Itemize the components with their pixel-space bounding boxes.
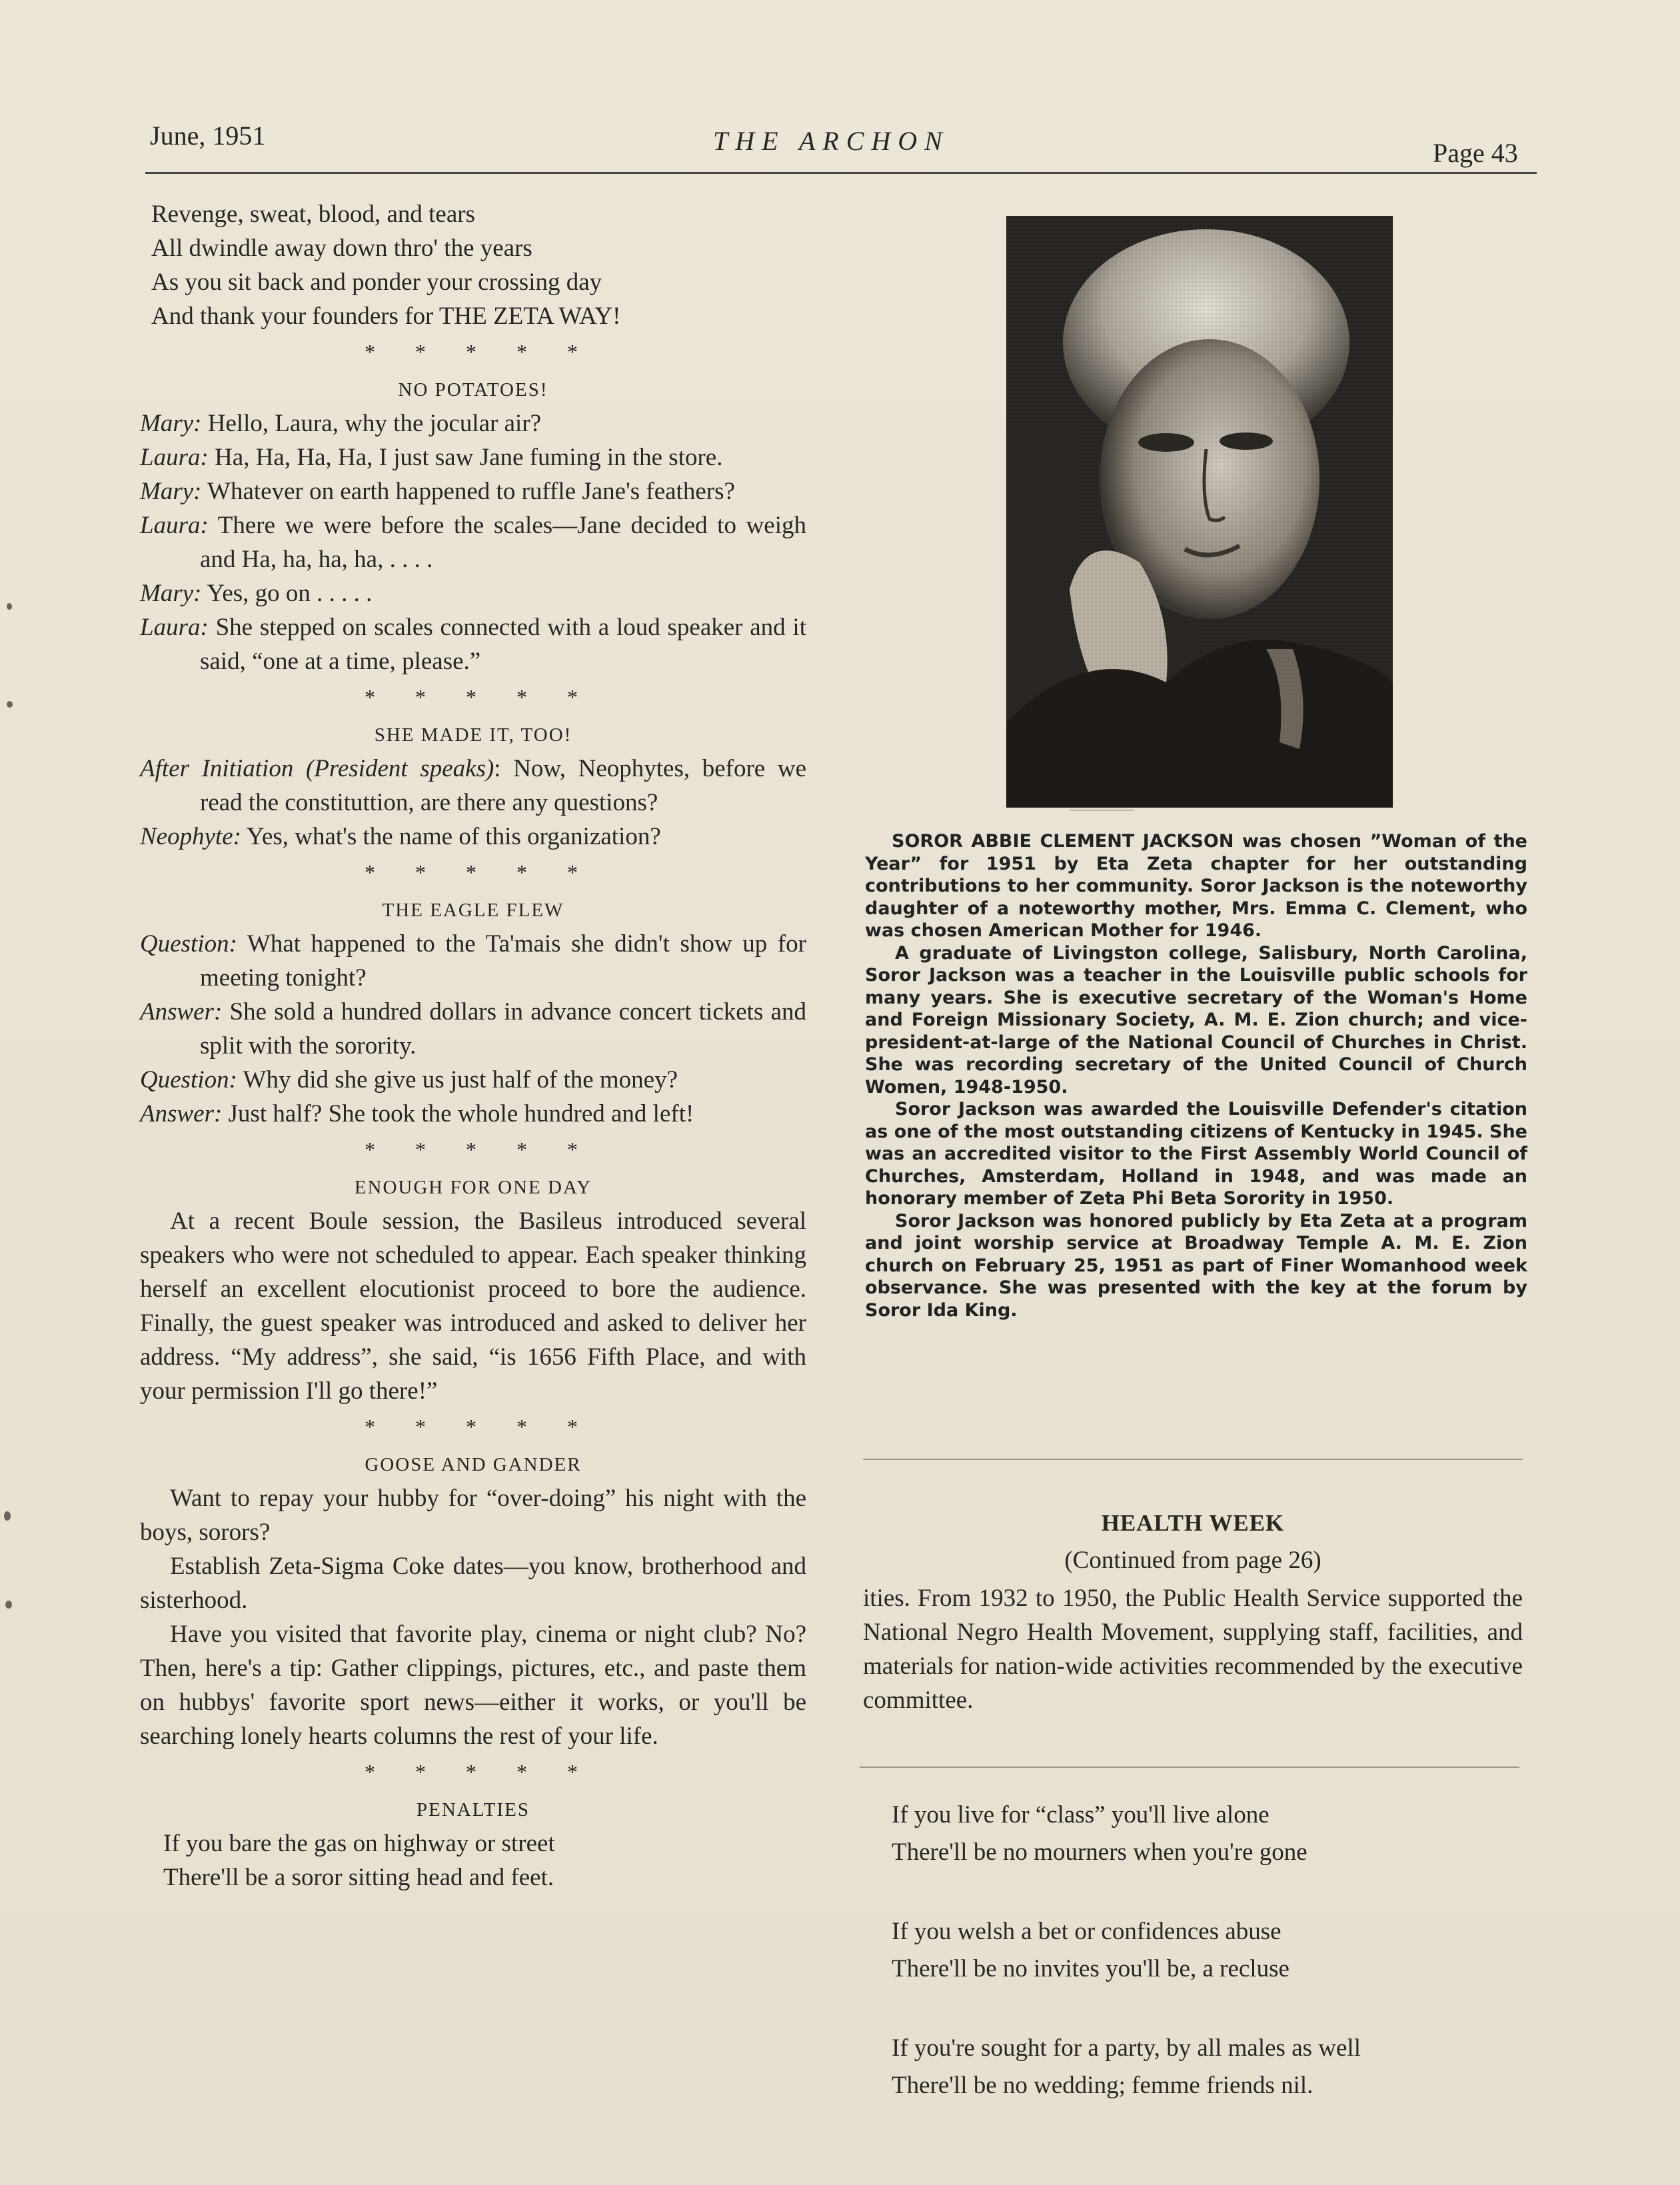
- dialog-line: Mary: Yes, go on . . . . .: [140, 580, 373, 607]
- caption-paragraph: A graduate of Livingston college, Salisbury, North Carolina, Soror Jackson was a teacher in the Louisville public schools for many years. She is executive secretary of the Woman's Home and Foreign Missionary Society, A. M. E. Zion church; and vice-president-at-large of the National Council of Churches in Christ. She was recording secretary of the United Council of Church Women, 1948-1950.: [865, 942, 1527, 1097]
- dialog-line: Answer: She sold a hundred dollars in advance concert tickets and split with the sorority.: [140, 998, 806, 1060]
- left-column: [140, 197, 806, 1894]
- separator: * * * * *: [365, 1137, 595, 1161]
- health-week-body: ities. From 1932 to 1950, the Public Health Service supported the National Negro Health Movement, supplying staff, facilities, and materials for nation-wide activities recommended by the executive committee.: [863, 1585, 1523, 1714]
- photo-divider: [1070, 810, 1134, 811]
- poem-line: If you're sought for a party, by all males as well: [892, 2034, 1361, 2062]
- section-heading-no-potatoes: NO POTATOES!: [398, 379, 548, 400]
- separator: * * * * *: [365, 685, 595, 709]
- section-divider: [863, 1459, 1523, 1460]
- verse-line: All dwindle away down thro' the years: [151, 235, 532, 262]
- health-week-subtitle: (Continued from page 26): [1064, 1547, 1321, 1574]
- penalties-verse: [140, 1826, 806, 1894]
- margin-mark: [4, 1511, 11, 1521]
- portrait-photo: [1006, 216, 1393, 808]
- poem-stanza: [892, 2030, 1518, 2104]
- margin-mark: [5, 1601, 12, 1609]
- dialog-eagle-flew: [140, 927, 806, 1131]
- intro-verse: [140, 197, 806, 333]
- header-title: THE ARCHON: [713, 126, 950, 156]
- header-date: June, 1951: [150, 121, 266, 151]
- poem-line: If you live for “class” you'll live alone: [892, 1801, 1269, 1828]
- section-heading-penalties: PENALTIES: [417, 1799, 530, 1821]
- verse-line: There'll be a soror sitting head and feet.: [163, 1864, 554, 1891]
- dialog-line: After Initiation (President speaks): Now, Neophytes, before we read the constituttion, are there any questions?: [140, 755, 806, 816]
- dialog-she-made-it: [140, 752, 806, 854]
- poem-line: There'll be no mourners when you're gone: [892, 1838, 1307, 1866]
- dialog-line: Question: Why did she give us just half of the money?: [140, 1066, 678, 1093]
- section-heading-she-made-it: SHE MADE IT, TOO!: [374, 724, 572, 746]
- photo-caption: [865, 830, 1527, 1321]
- dialog-line: Neophyte: Yes, what's the name of this organization?: [140, 823, 661, 850]
- dialog-line: Answer: Just half? She took the whole hundred and left!: [140, 1100, 694, 1127]
- poem-line: There'll be no invites you'll be, a recluse: [892, 1955, 1289, 1982]
- paragraph-enough: At a recent Boule session, the Basileus introduced several speakers who were not scheduled to appear. Each speaker thinking herself an excellent elocutionist proceed to bore the audience. Finally, the guest speaker was introduced and asked to deliver her address. “My address”, she said, “is 1656 Fifth Place, and with your permission I'll go there!”: [140, 1207, 806, 1405]
- paragraph-goose: Want to repay your hubby for “over-doing” his night with the boys, sorors?: [140, 1485, 806, 1546]
- poem-line: If you welsh a bet or confidences abuse: [892, 1918, 1281, 1945]
- paragraph-goose: Establish Zeta-Sigma Coke dates—you know, brotherhood and sisterhood.: [140, 1553, 806, 1614]
- section-heading-eagle-flew: THE EAGLE FLEW: [382, 900, 564, 921]
- dialog-line: Mary: Whatever on earth happened to ruffle Jane's feathers?: [140, 478, 735, 505]
- separator: * * * * *: [365, 1760, 595, 1784]
- dialog-no-potatoes: [140, 406, 806, 678]
- dialog-line: Laura: She stepped on scales connected with a loud speaker and it said, “one at a time, please.”: [140, 614, 806, 675]
- margin-mark: [7, 603, 12, 610]
- verse-line: And thank your founders for THE ZETA WAY!: [151, 303, 621, 330]
- dialog-line: Mary: Hello, Laura, why the jocular air?: [140, 410, 542, 437]
- caption-paragraph: Soror Jackson was awarded the Louisville Defender's citation as one of the most outstanding citizens of Kentucky in 1945. She was an accredited visitor to the First Assembly World Council of Churches, Amsterdam, Holland in 1948, and was made an honorary member of Zeta Phi Beta Sorority in 1950.: [865, 1099, 1527, 1209]
- header-rule: [145, 172, 1537, 174]
- paragraph-goose: Have you visited that favorite play, cinema or night club? No? Then, here's a tip: Gather clippings, pictures, etc., and paste them on hubbys' favorite sport news—either it works, or you'll be searching lonely hearts columns the rest of your life.: [140, 1621, 806, 1750]
- poem-stanza: [892, 1797, 1518, 1871]
- separator: * * * * *: [365, 860, 595, 884]
- caption-paragraph: SOROR ABBIE CLEMENT JACKSON was chosen ”Woman of the Year” for 1951 by Eta Zeta chapter for her outstanding contributions to her community. Soror Jackson is the noteworthy daughter of a noteworthy mother, Mrs. Emma C. Clement, who was chosen American Mother for 1946.: [865, 831, 1527, 941]
- margin-mark: [7, 701, 13, 708]
- separator: * * * * *: [365, 1415, 595, 1439]
- section-heading-goose: GOOSE AND GANDER: [365, 1454, 582, 1475]
- health-week-title: HEALTH WEEK: [1101, 1510, 1285, 1536]
- poem: [892, 1797, 1518, 2146]
- poem-line: There'll be no wedding; femme friends nil.: [892, 2072, 1313, 2099]
- header-page-number: Page 43: [1433, 138, 1518, 168]
- caption-paragraph: Soror Jackson was honored publicly by Eta Zeta at a program and joint worship service at Broadway Temple A. M. E. Zion church on February 25, 1951 as part of Finer Womanhood week observance. She was presented with the key at the forum by Soror Ida King.: [865, 1210, 1527, 1321]
- dialog-line: Laura: There we were before the scales—Jane decided to weigh and Ha, ha, ha, ha, . . . .: [140, 512, 806, 573]
- section-heading-enough: ENOUGH FOR ONE DAY: [354, 1177, 592, 1198]
- verse-line: If you bare the gas on highway or street: [163, 1830, 555, 1857]
- separator: * * * * *: [365, 340, 595, 364]
- portrait-photo-image: [1006, 216, 1393, 808]
- poem-stanza: [892, 1913, 1518, 1988]
- verse-line: As you sit back and ponder your crossing day: [151, 269, 602, 296]
- dialog-line: Question: What happened to the Ta'mais she didn't show up for meeting tonight?: [140, 930, 806, 992]
- verse-line: Revenge, sweat, blood, and tears: [151, 201, 475, 228]
- section-divider: [860, 1767, 1519, 1768]
- dialog-line: Laura: Ha, Ha, Ha, Ha, I just saw Jane fuming in the store.: [140, 444, 723, 471]
